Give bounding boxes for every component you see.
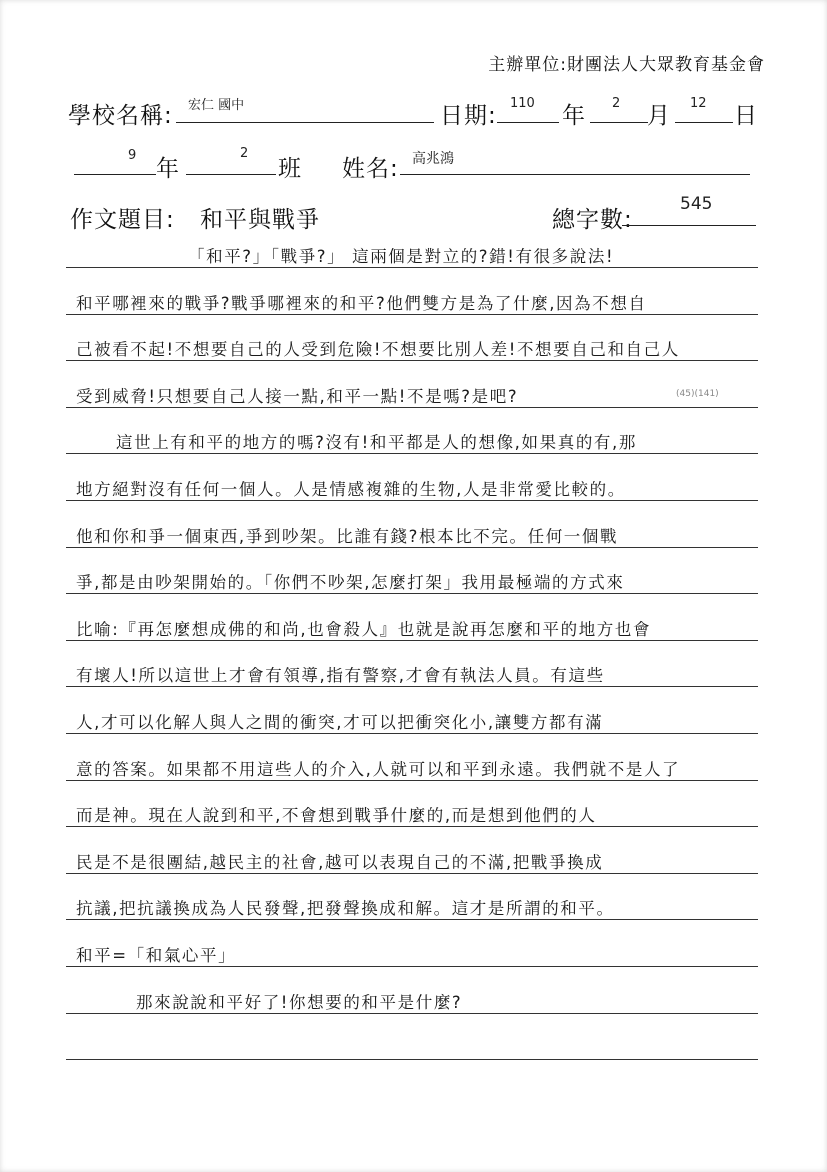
day-underline — [675, 122, 733, 123]
essay-line: 意的答案。如果都不用這些人的介入,人就可以和平到永遠。我們就不是人了 — [76, 760, 681, 779]
school-label: 學校名稱: — [68, 103, 173, 129]
class-underline — [186, 174, 276, 175]
essay-line: 這世上有和平的地方的嗎?沒有!和平都是人的想像,如果真的有,那 — [116, 433, 637, 452]
sponsor-text: 主辦單位:財團法人大眾教育基金會 — [488, 55, 765, 75]
ruled-line — [66, 780, 758, 781]
ruled-line — [66, 314, 758, 315]
ruled-line — [66, 873, 758, 874]
ruled-line — [66, 1013, 758, 1014]
essay-line: 己被看不起!不想要自己的人受到危險!不想要比別人差!不想要自己和自己人 — [76, 340, 680, 359]
ruled-line — [66, 966, 758, 967]
ruled-line — [66, 686, 758, 687]
school-value: 宏仁 國中 — [188, 98, 245, 113]
ruled-line — [66, 500, 758, 501]
date-month-value: 2 — [612, 96, 621, 111]
school-underline — [176, 122, 434, 123]
date-label: 日期: — [440, 103, 497, 129]
ruled-line — [66, 593, 758, 594]
topic-value: 和平與戰爭 — [200, 207, 320, 233]
ruled-line — [66, 360, 758, 361]
date-year-value: 110 — [510, 96, 535, 111]
name-value: 高兆鴻 — [412, 151, 454, 167]
essay-line: 他和你和爭一個東西,爭到吵架。比誰有錢?根本比不完。任何一個戰 — [76, 527, 619, 546]
margin-note: (45)(141) — [676, 389, 719, 399]
ruled-line — [66, 733, 758, 734]
topic-label: 作文題目: — [70, 207, 175, 233]
essay-line: 抗議,把抗議換成為人民發聲,把發聲換成和解。這才是所謂的和平。 — [76, 899, 615, 918]
name-label: 姓名: — [342, 156, 399, 182]
day-unit-label: 日 — [734, 103, 758, 129]
class-unit-label: 班 — [278, 156, 302, 182]
year-underline — [497, 122, 559, 123]
ruled-line — [66, 407, 758, 408]
ruled-line — [66, 640, 758, 641]
essay-line: 地方絕對沒有任何一個人。人是情感複雜的生物,人是非常愛比較的。 — [76, 480, 626, 499]
grade-value: 9 — [128, 148, 137, 163]
grade-underline — [74, 174, 156, 175]
essay-line: 和平=「和氣心平」 — [76, 946, 237, 965]
date-day-value: 12 — [690, 96, 707, 111]
ruled-line — [66, 826, 758, 827]
month-underline — [590, 122, 648, 123]
essay-line: 人,才可以化解人與人之間的衝突,才可以把衝突化小,讓雙方都有滿 — [76, 713, 604, 732]
ruled-line — [66, 267, 758, 268]
ruled-line — [66, 547, 758, 548]
class-value: 2 — [240, 146, 249, 161]
ruled-line — [66, 919, 758, 920]
wordcount-label: 總字數: — [552, 207, 633, 233]
grade-unit-label: 年 — [156, 156, 180, 182]
wordcount-value: 545 — [680, 194, 713, 214]
ruled-line — [66, 453, 758, 454]
essay-line: 而是神。現在人說到和平,不會想到戰爭什麼的,而是想到他們的人 — [76, 806, 597, 825]
essay-line: 民是不是很團結,越民主的社會,越可以表現自己的不滿,把戰爭換成 — [76, 853, 604, 872]
name-underline — [400, 174, 750, 175]
essay-line: 「和平?」「戰爭?」 這兩個是對立的?錯!有很多說法! — [188, 247, 615, 266]
essay-line: 有壞人!所以這世上才會有領導,指有警察,才會有執法人員。有這些 — [76, 666, 605, 685]
essay-line: 爭,都是由吵架開始的。「你們不吵架,怎麼打架」我用最極端的方式來 — [76, 573, 625, 592]
essay-line: 受到威脅!只想要自己人接一點,和平一點!不是嗎?是吧? — [76, 387, 519, 406]
month-unit-label: 月 — [647, 103, 671, 129]
essay-line: 那來說說和平好了!你想要的和平是什麼? — [136, 993, 463, 1012]
ruled-line — [66, 1059, 758, 1060]
wordcount-underline — [622, 225, 756, 226]
essay-line: 和平哪裡來的戰爭?戰爭哪裡來的和平?他們雙方是為了什麼,因為不想自 — [76, 294, 647, 313]
essay-line: 比喻:『再怎麼想成佛的和尚,也會殺人』也就是說再怎麼和平的地方也會 — [76, 620, 652, 639]
year-unit-label: 年 — [562, 103, 586, 129]
